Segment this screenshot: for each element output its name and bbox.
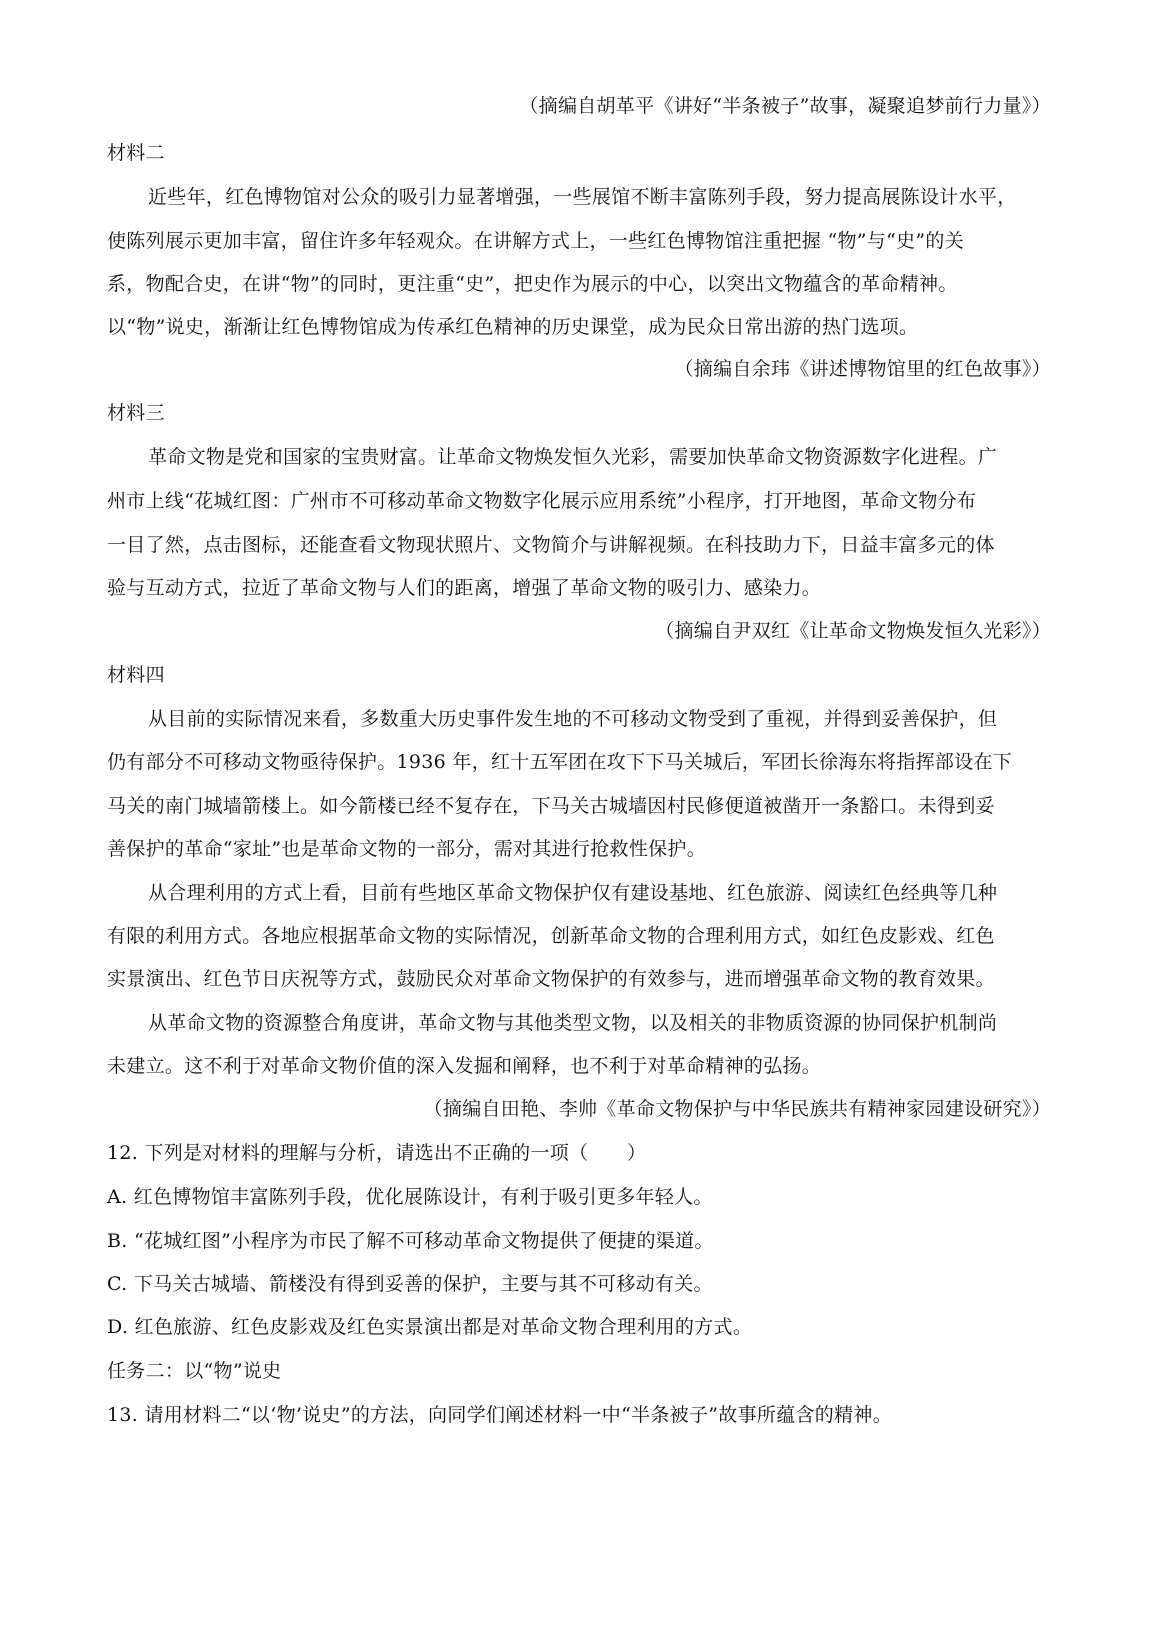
source-citation-3: （摘编自尹双红《让革命文物焕发恒久光彩》） [655,620,1051,642]
material-2-heading: 材料二 [107,142,165,164]
paragraph-line: 革命文物是党和国家的宝贵财富。让革命文物焕发恒久光彩，需要加快革命文物资源数字化进程。广 [148,446,998,468]
paragraph-line: 验与互动方式，拉近了革命文物与人们的距离，增强了革命文物的吸引力、感染力。 [107,577,822,599]
option-d: D. 红色旅游、红色皮影戏及红色实景演出都是对革命文物合理利用的方式。 [107,1316,753,1338]
material-4-heading: 材料四 [107,664,165,686]
paragraph-line: 近些年，红色博物馆对公众的吸引力显著增强，一些展馆不断丰富陈列手段，努力提高展陈设计水平， [148,186,1017,208]
source-citation-2: （摘编自余玮《讲述博物馆里的红色故事》） [674,358,1051,380]
material-3-heading: 材料三 [107,402,165,424]
option-c: C. 下马关古城墙、箭楼没有得到妥善的保护，主要与其不可移动有关。 [107,1273,713,1295]
source-citation-1: （摘编自胡革平《讲好“半条被子”故事，凝聚追梦前行力量》） [519,95,1051,117]
paragraph-line: 以“物”说史，渐渐让红色博物馆成为传承红色精神的历史课堂，成为民众日常出游的热门选项。 [107,316,919,338]
paragraph-line: 使陈列展示更加丰富，留住许多年轻观众。在讲解方式上，一些红色博物馆注重把握 “物”与“史”的关 [107,230,964,252]
paragraph-line: 善保护的革命“家址”也是革命文物的一部分，需对其进行抢救性保护。 [107,838,707,860]
paragraph-line: 有限的利用方式。各地应根据革命文物的实际情况，创新革命文物的合理利用方式，如红色皮影戏、红色 [107,925,995,947]
paragraph-line: 马关的南门城墙箭楼上。如今箭楼已经不复存在，下马关古城墙因村民修便道被凿开一条豁口。未得到妥 [107,795,995,817]
paragraph-line: 系，物配合史，在讲“物”的同时，更注重“史”，把史作为展示的中心，以突出文物蕴含的革命精神。 [107,273,958,295]
paragraph-line: 未建立。这不利于对革命文物价值的深入发掘和阐释，也不利于对革命精神的弘扬。 [107,1055,822,1077]
paragraph-line: 实景演出、红色节日庆祝等方式，鼓励民众对革命文物保护的有效参与，进而增强革命文物的教育效果。 [107,968,995,990]
task-2-heading: 任务二：以“物”说史 [107,1360,282,1382]
option-a: A. 红色博物馆丰富陈列手段，优化展陈设计，有利于吸引更多年轻人。 [107,1186,713,1208]
paragraph-line: 州市上线“花城红图：广州市不可移动革命文物数字化展示应用系统”小程序，打开地图，革命文物分布 [107,490,977,512]
paragraph-line: 从合理利用的方式上看，目前有些地区革命文物保护仅有建设基地、红色旅游、阅读红色经典等几种 [148,882,998,904]
paragraph-line: 从目前的实际情况来看，多数重大历史事件发生地的不可移动文物受到了重视，并得到妥善保护，但 [148,708,998,730]
paragraph-line: 仍有部分不可移动文物亟待保护。1936 年，红十五军团在攻下下马关城后，军团长徐海东将指挥部设在下 [107,751,1013,773]
paragraph-line: 从革命文物的资源整合角度讲，革命文物与其他类型文物，以及相关的非物质资源的协同保护机制尚 [148,1012,998,1034]
option-b: B. “花城红图”小程序为市民了解不可移动革命文物提供了便捷的渠道。 [107,1230,714,1252]
question-13: 13. 请用材料二“以‘物’说史”的方法，向同学们阐述材料一中“半条被子”故事所蕴含的精神。 [107,1404,892,1426]
paragraph-line: 一目了然，点击图标，还能查看文物现状照片、文物简介与讲解视频。在科技助力下，日益丰富多元的体 [107,534,995,556]
source-citation-4: （摘编自田艳、李帅《革命文物保护与中华民族共有精神家园建设研究》） [423,1098,1051,1120]
question-12-stem: 12. 下列是对材料的理解与分析，请选出不正确的一项（ ） [107,1142,647,1164]
